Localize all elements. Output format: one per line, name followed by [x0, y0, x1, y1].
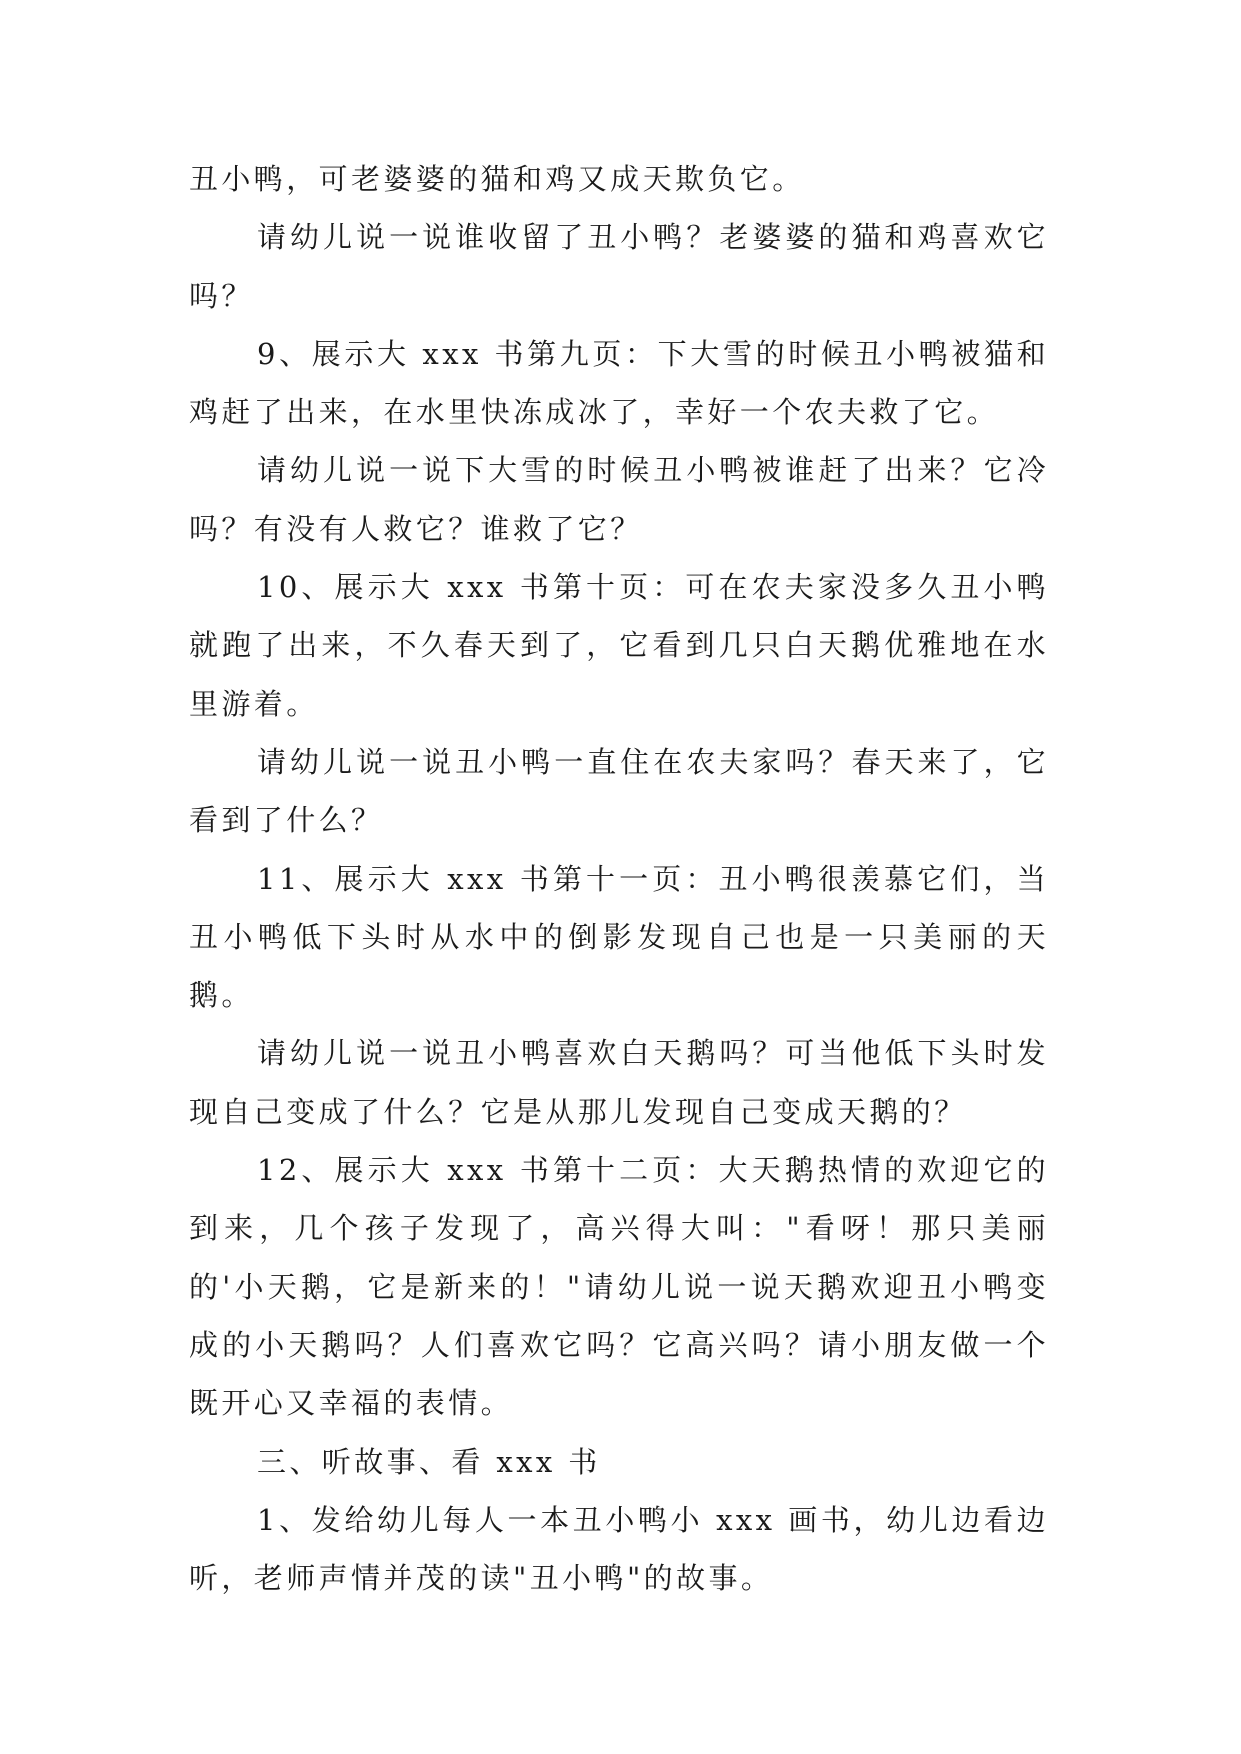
paragraph-continuation: 丑小鸭，可老婆婆的猫和鸡又成天欺负它。: [189, 162, 805, 196]
paragraph-question-spring: 请幼儿说一说丑小鸭一直住在农夫家吗？春天来了，它看到了什么？: [189, 744, 1049, 838]
paragraph-listen-step-1: 1、发给幼儿每人一本丑小鸭小 xxx 画书，幼儿边看边听，老师声情并茂的读"丑小鸭"的故事。: [189, 1502, 1049, 1596]
paragraph-step-12: 12、展示大 xxx 书第十二页：大天鹅热情的欢迎它的到来，几个孩子发现了，高兴得大叫："看呀！那只美丽的'小天鹅，它是新来的！"请幼儿说一说天鹅欢迎丑小鸭变成的小天鹅吗？人们喜欢它吗？它高兴吗？请小朋友做一个既开心又幸福的表情。: [189, 1153, 1049, 1421]
paragraph-question-who-sheltered: 请幼儿说一说谁收留了丑小鸭？老婆婆的猫和鸡喜欢它吗？: [189, 220, 1049, 313]
section-heading-listen-story: 三、听故事、看 xxx 书: [257, 1444, 601, 1479]
document-body: [189, 150, 1049, 1607]
paragraph-step-9: 9、展示大 xxx 书第九页：下大雪的时候丑小鸭被猫和鸡赶了出来，在水里快冻成冰了，幸好一个农夫救了它。: [189, 336, 1049, 430]
paragraph-question-reflection: 请幼儿说一说丑小鸭喜欢白天鹅吗？可当他低下头时发现自己变成了什么？它是从那儿发现自己变成天鹅的？: [189, 1036, 1049, 1129]
paragraph-step-10: 10、展示大 xxx 书第十页：可在农夫家没多久丑小鸭就跑了出来，不久春天到了，它看到几只白天鹅优雅地在水里游着。: [189, 570, 1049, 721]
paragraph-question-snow: 请幼儿说一说下大雪的时候丑小鸭被谁赶了出来？它冷吗？有没有人救它？谁救了它？: [189, 453, 1049, 546]
paragraph-step-11: 11、展示大 xxx 书第十一页：丑小鸭很羡慕它们，当丑小鸭低下头时从水中的倒影发现自己也是一只美丽的天鹅。: [189, 861, 1049, 1013]
